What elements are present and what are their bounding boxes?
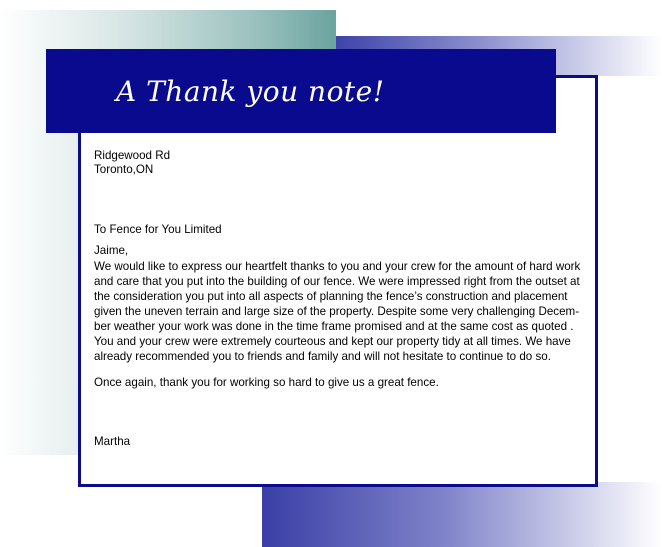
body-line: and care that you put into the building of our fence. We were impressed right from the outset at <box>94 275 580 288</box>
body-line: You and your crew were extremely courteous and kept our property tidy at all times. We have <box>94 335 571 348</box>
purple-gradient-decoration-bottom <box>262 482 662 547</box>
signature: Martha <box>94 435 131 448</box>
body-line: the consideration you put into all aspects of planning the fence’s construction and placement <box>94 290 568 303</box>
body-line: ber weather your work was done in the time frame promised and at the same cost as quoted . <box>94 320 574 333</box>
letter-body <box>94 259 589 364</box>
title-banner <box>46 49 556 133</box>
closing-line: Once again, thank you for working so hard to give us a great fence. <box>94 376 439 389</box>
body-line: given the uneven terrain and large size of the property. Despite some very challenging Decem- <box>94 305 580 318</box>
body-line: already recommended you to friends and family and will not hesitate to continue to do so. <box>94 350 551 363</box>
recipient-line: To Fence for You Limited <box>94 223 222 236</box>
salutation: Jaime, <box>94 244 129 257</box>
page-title: A Thank you note! <box>116 75 385 108</box>
address-city: Toronto,ON <box>94 163 154 176</box>
address-street: Ridgewood Rd <box>94 149 171 162</box>
body-line: We would like to express our heartfelt thanks to you and your crew for the amount of hard work <box>94 260 581 273</box>
